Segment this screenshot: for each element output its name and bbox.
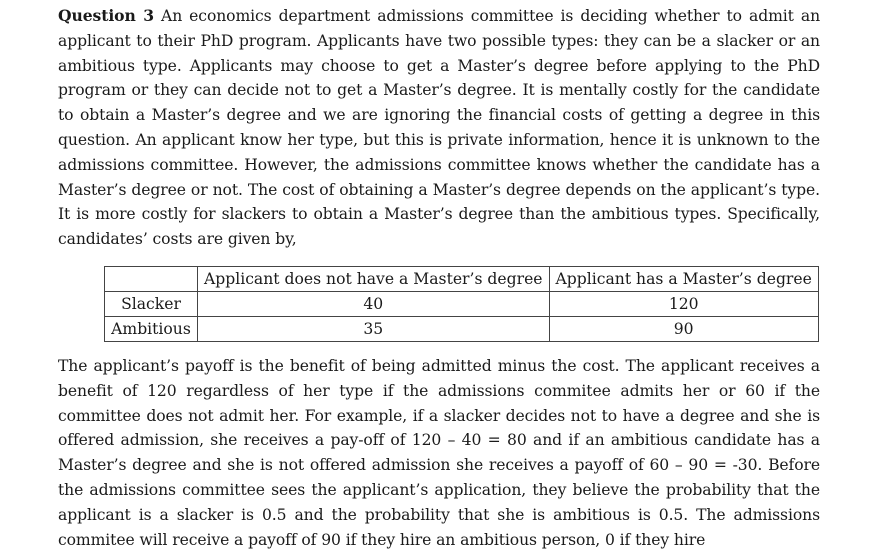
- table-row: [105, 316, 819, 341]
- cost-table: [104, 266, 819, 342]
- cell-ambitious-degree: 90: [549, 316, 818, 341]
- row-label-slacker: Slacker: [105, 291, 198, 316]
- paragraph-intro-text: An economics department admissions committee is deciding whether to admit an applicant to their PhD program. Applicants have two possible types: they can be a slacker or an ambitious type. Applicants may choose to get a Master’s degree before applying to the PhD program or they can decide not to get a Master’s degree. It is mentally costly for the candidate to obtain a Master’s degree and we are ignoring the financial costs of getting a degree in this question. An applicant know her type, but this is private information, hence it is unknown to the admissions committee. However, the admissions committee knows whether the candidate has a Master’s degree or not. The cost of obtaining a Master’s degree depends on the applicant’s type. It is more costly for slackers to obtain a Master’s degree than the ambitious types. Specifically, candidates’ costs are given by,: [58, 7, 821, 249]
- document-body: [58, 4, 820, 552]
- paragraph-intro: [58, 4, 820, 252]
- cell-slacker-no-degree: 40: [198, 291, 550, 316]
- cell-slacker-degree: 120: [549, 291, 818, 316]
- row-label-ambitious: Ambitious: [105, 316, 198, 341]
- question-label: Question 3: [58, 6, 154, 25]
- table-header-no-degree: Applicant does not have a Master’s degree: [198, 266, 550, 291]
- paragraph-payoff: The applicant’s payoff is the benefit of being admitted minus the cost. The applicant receives a benefit of 120 regardless of her type if the admissions commitee admits her or 60 if the committee does not admit her. For example, if a slacker decides not to have a degree and she is offered admission, she receives a pay-off of 120 – 40 = 80 and if an ambitious candidate has a Master’s degree and she is not offered admission she receives a payoff of 60 – 90 = -30. Before the admissions committee sees the applicant’s application, they believe the probability that the applicant is a slacker is 0.5 and the probability that she is ambitious is 0.5. The admissions commitee will receive a payoff of 90 if they hire an ambitious person, 0 if they hire: [58, 356, 820, 549]
- cell-ambitious-no-degree: 35: [198, 316, 550, 341]
- table-header-degree: Applicant has a Master’s degree: [549, 266, 818, 291]
- table-row: [105, 291, 819, 316]
- cost-table-container: [104, 266, 820, 342]
- table-header-corner: [105, 266, 198, 291]
- table-header-row: [105, 266, 819, 291]
